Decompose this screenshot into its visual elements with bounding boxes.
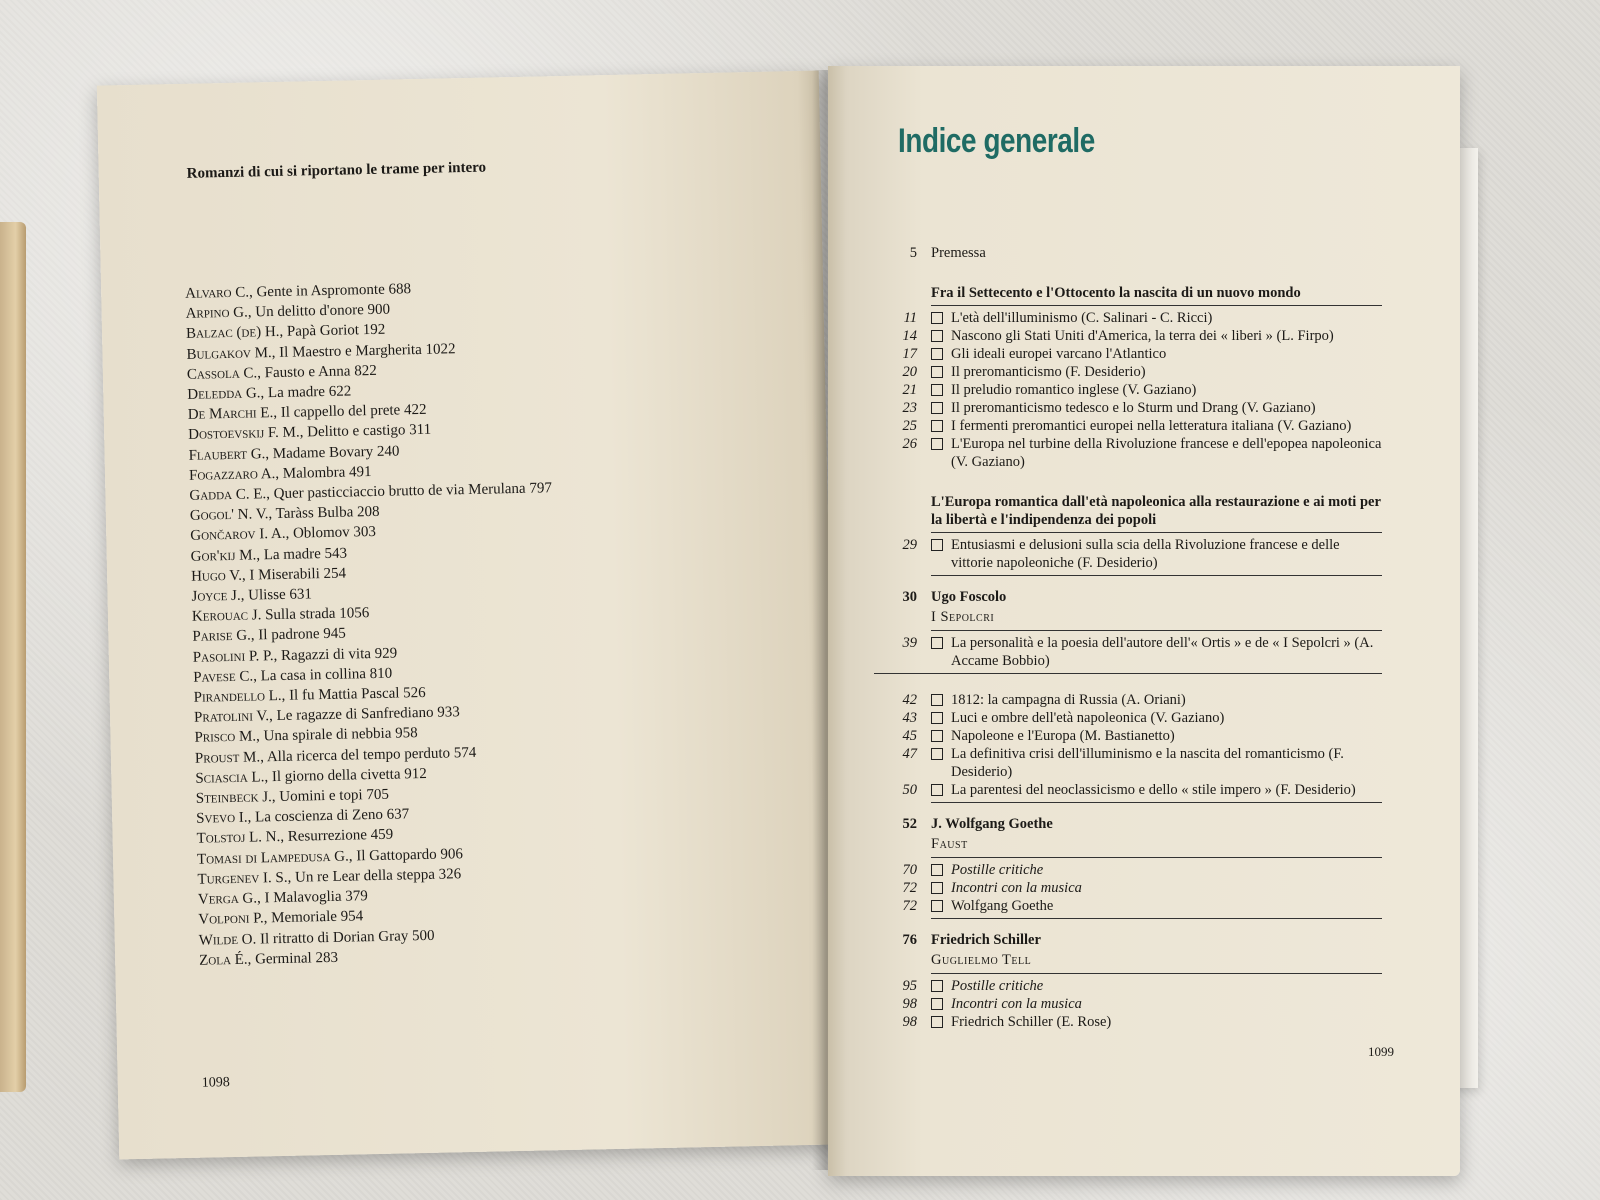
list-item: Turgenev I. S., Un re Lear della steppa 326 (197, 866, 462, 888)
checkbox-icon (931, 748, 943, 760)
divider (931, 802, 1382, 803)
divider (931, 575, 1382, 576)
right-page (828, 66, 1460, 1176)
list-item: Hugo V., I Miserabili 254 (190, 565, 347, 585)
list-item: Cassola C., Fausto e Anna 822 (186, 362, 377, 383)
list-item: Tolstoj L. N., Resurrezione 459 (196, 827, 394, 848)
checkbox-icon (931, 330, 943, 342)
checkbox-icon (931, 420, 943, 432)
author-heading-foscolo: 30 Ugo Foscolo (902, 589, 1007, 605)
checkbox-icon (931, 864, 943, 876)
checkbox-icon (931, 784, 943, 796)
toc-entry: 23 Il preromanticismo tedesco e lo Sturm und Drang (V. Gaziano) (902, 400, 1316, 416)
list-item: Bulgakov M., Il Maestro e Margherita 1022 (186, 340, 456, 363)
toc-entry: 20 Il preromanticismo (F. Desiderio) (902, 364, 1146, 380)
toc-entry: 47 La definitiva crisi dell'illuminismo e la nascita del romanticismo (F. Desiderio) (902, 746, 1344, 780)
list-item: Arpino G., Un delitto d'onore 900 (185, 301, 391, 323)
toc-entry: 98 Incontri con la musica (902, 996, 1082, 1012)
list-item: Svevo I., La coscienza di Zeno 637 (196, 806, 410, 828)
left-page (97, 71, 841, 1160)
divider (931, 973, 1382, 974)
list-item: Wilde O. Il ritratto di Dorian Gray 500 (198, 927, 435, 949)
author-heading-schiller: 76 Friedrich Schiller (902, 932, 1041, 948)
checkbox-icon (931, 438, 943, 450)
toc-entry: 50 La parentesi del neoclassicismo e dello « stile impero » (F. Desiderio) (902, 782, 1356, 798)
table-of-contents (874, 244, 1382, 1031)
index-title: Indice generale (898, 122, 1095, 160)
checkbox-icon (931, 900, 943, 912)
toc-entry: 25 I fermenti preromantici europei nella letteratura italiana (V. Gaziano) (902, 418, 1352, 434)
checkbox-icon (931, 730, 943, 742)
toc-entry: 26 L'Europa nel turbine della Rivoluzione francese e dell'epopea napoleonica (V. Gaziano) (902, 436, 1382, 470)
checkbox-icon (931, 694, 943, 706)
toc-entry: 43 Luci e ombre dell'età napoleonica (V. Gaziano) (902, 710, 1225, 726)
list-item: Balzac (de) H., Papà Goriot 192 (185, 322, 386, 343)
list-item: Gogol' N. V., Taràss Bulba 208 (189, 504, 380, 525)
toc-entry: 39 La personalità e la poesia dell'autore dell'« Ortis » e de « I Sepolcri » (A. Accame Bobbio) (902, 635, 1374, 669)
toc-entry: 45 Napoleone e l'Europa (M. Bastianetto) (902, 728, 1175, 744)
toc-entry: 14 Nascono gli Stati Uniti d'America, la terra dei « liberi » (L. Firpo) (902, 328, 1334, 344)
checkbox-icon (931, 882, 943, 894)
list-item: Deledda G., La madre 622 (187, 383, 352, 403)
list-item: Prisco M., Una spirale di nebbia 958 (194, 725, 418, 747)
list-item: Gor'kij M., La madre 543 (190, 545, 348, 565)
divider (931, 305, 1382, 306)
second-book-edge (0, 222, 26, 1092)
toc-entry: 72 Wolfgang Goethe (902, 898, 1054, 914)
checkbox-icon (931, 637, 943, 649)
list-item: Tomasi di Lampedusa G., Il Gattopardo 906 (196, 845, 464, 868)
list-item: Steinbeck J., Uomini e topi 705 (195, 786, 390, 807)
list-item: Gadda C. E., Quer pasticciaccio brutto de via Merulana 797 (189, 480, 553, 504)
checkbox-icon (931, 1016, 943, 1028)
work-title: I Sepolcri (931, 609, 995, 625)
checkbox-icon (931, 402, 943, 414)
checkbox-icon (931, 712, 943, 724)
list-item: Fogazzaro A., Malombra 491 (188, 463, 372, 484)
toc-entry-premessa: 5 Premessa (909, 245, 986, 261)
toc-entry: 29 Entusiasmi e delusioni sulla scia della Rivoluzione francese e delle vittorie napoleoniche (F. Desiderio) (902, 537, 1340, 571)
list-item: Pasolini P. P., Ragazzi di vita 929 (192, 645, 398, 666)
checkbox-icon (931, 980, 943, 992)
work-title: Faust (931, 836, 968, 852)
right-page-number: 1099 (1368, 1044, 1394, 1059)
list-item: Gončarov I. A., Oblomov 303 (190, 524, 377, 545)
list-item: Proust M., Alla ricerca del tempo perduto 574 (194, 744, 477, 767)
author-heading-goethe: 52 J. Wolfgang Goethe (902, 816, 1053, 832)
list-item: Volponi P., Memoriale 954 (198, 908, 364, 929)
divider (931, 532, 1382, 533)
toc-entry: 72 Incontri con la musica (902, 880, 1082, 896)
work-title: Guglielmo Tell (931, 952, 1032, 968)
list-item: Verga G., I Malavoglia 379 (197, 888, 368, 908)
list-item: Zola É., Germinal 283 (199, 949, 339, 969)
checkbox-icon (931, 384, 943, 396)
divider (874, 673, 1382, 674)
left-page-number: 1098 (201, 1075, 230, 1091)
list-item: Joyce J., Ulisse 631 (191, 586, 313, 605)
checkbox-icon (931, 348, 943, 360)
list-item: Pratolini V., Le ragazze di Sanfrediano 933 (193, 704, 460, 727)
divider (931, 630, 1382, 631)
list-item: De Marchi E., Il cappello del prete 422 (187, 402, 427, 424)
section-heading: L'Europa romantica dall'età napoleonica alla restaurazione e ai moti per la libertà e l'indipendenza dei popoli (931, 494, 1381, 528)
list-item: Kerouac J. Sulla strada 1056 (191, 605, 370, 626)
list-item: Flaubert G., Madame Bovary 240 (188, 443, 400, 464)
toc-entry: 42 1812: la campagna di Russia (A. Oriani) (902, 692, 1186, 708)
checkbox-icon (931, 998, 943, 1010)
list-item: Dostoevskij F. M., Delitto e castigo 311 (188, 422, 432, 444)
toc-entry: 17 Gli ideali europei varcano l'Atlantico (902, 346, 1167, 362)
divider (931, 857, 1382, 858)
checkbox-icon (931, 366, 943, 378)
checkbox-icon (931, 539, 943, 551)
novels-list-title: Romanzi di cui si riportano le trame per intero (186, 159, 487, 182)
toc-entry: 98 Friedrich Schiller (E. Rose) (902, 1014, 1112, 1030)
toc-entry: 95 Postille critiche (902, 978, 1044, 994)
list-item: Pavese C., La casa in collina 810 (193, 665, 393, 686)
checkbox-icon (931, 312, 943, 324)
toc-entry: 21 Il preludio romantico inglese (V. Gaziano) (902, 382, 1197, 398)
toc-entry: 70 Postille critiche (902, 862, 1044, 878)
novels-list (185, 272, 759, 970)
list-item: Sciascia L., Il giorno della civetta 912 (195, 765, 427, 787)
toc-entry: 11 L'età dell'illuminismo (C. Salinari - C. Ricci) (903, 310, 1213, 326)
list-item: Pirandello L., Il fu Mattia Pascal 526 (193, 684, 426, 706)
section-heading: Fra il Settecento e l'Ottocento la nascita di un nuovo mondo (931, 285, 1301, 301)
list-item: Parise G., Il padrone 945 (192, 626, 346, 646)
divider (931, 918, 1382, 919)
list-item: Alvaro C., Gente in Aspromonte 688 (185, 281, 412, 302)
